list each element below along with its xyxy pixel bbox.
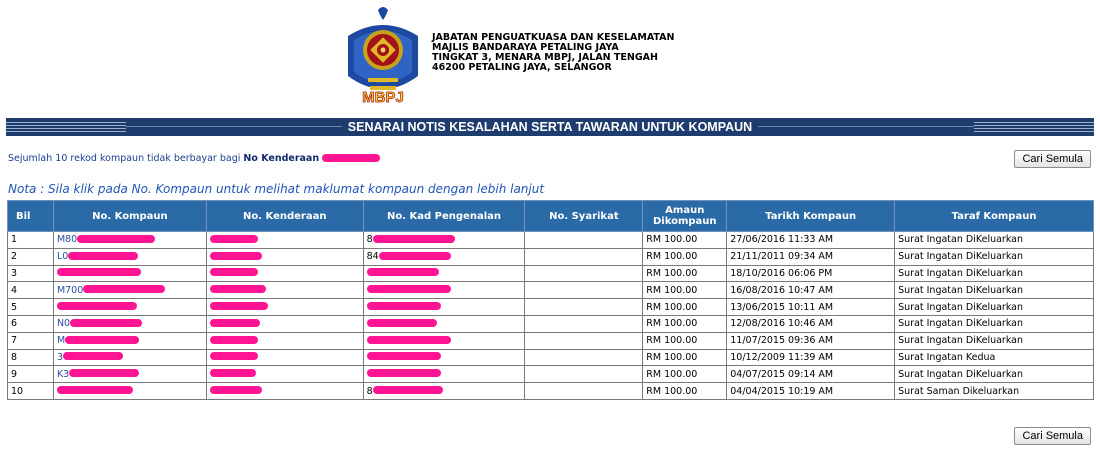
organization-address [432, 33, 674, 73]
cell-tarikh [727, 315, 895, 332]
cell-no-kompaun-text[interactable]: M [56, 335, 66, 347]
cell-amaun [643, 248, 727, 265]
summary-text: Sejumlah 10 rekod kompaun tidak berbayar bagi [8, 153, 241, 164]
logo-label: MBPJ [362, 89, 404, 104]
cell-amaun-text: RM 100.00 [646, 351, 698, 363]
redaction-mark [367, 336, 451, 344]
redaction-mark [57, 386, 133, 394]
cell-amaun [643, 299, 727, 316]
cell-no-kad [363, 265, 525, 282]
vehicle-label: No Kenderaan [243, 153, 320, 164]
table-row [8, 332, 1094, 349]
cell-bil-text: 9 [11, 368, 18, 380]
mbpj-logo-icon [340, 6, 426, 104]
col-header-no-kenderaan: No. Kenderaan [206, 201, 363, 232]
cell-amaun-text: RM 100.00 [646, 234, 698, 246]
cell-amaun-text: RM 100.00 [646, 267, 698, 279]
cell-amaun-text: RM 100.00 [646, 335, 698, 347]
redaction-mark [68, 252, 138, 260]
cell-no-kompaun[interactable] [53, 315, 206, 332]
redaction-mark [322, 154, 380, 162]
col-header-no-syarikat: No. Syarikat [525, 201, 643, 232]
cell-taraf [895, 366, 1094, 383]
search-again-button-bottom[interactable]: Cari Semula [1014, 427, 1091, 445]
cell-bil-text: 3 [11, 267, 18, 279]
cell-taraf [895, 383, 1094, 400]
page-title: SENARAI NOTIS KESALAHAN SERTA TAWARAN UNTUK KOMPAUN [342, 120, 758, 134]
cell-tarikh-text: 04/04/2015 10:19 AM [730, 385, 834, 397]
redaction-mark [69, 369, 139, 377]
cell-no-kompaun[interactable] [53, 232, 206, 249]
cell-taraf [895, 232, 1094, 249]
cell-no-syarikat [525, 282, 643, 299]
redaction-mark [210, 319, 260, 327]
cell-taraf-text: Surat Ingatan DiKeluarkan [898, 234, 1024, 246]
cell-tarikh [727, 332, 895, 349]
redaction-mark [210, 302, 268, 310]
cell-bil [8, 332, 54, 349]
cell-amaun-text: RM 100.00 [646, 385, 698, 397]
cell-amaun-text: RM 100.00 [646, 284, 698, 296]
cell-no-kad [363, 349, 525, 366]
cell-tarikh [727, 282, 895, 299]
table-row [8, 265, 1094, 282]
cell-bil [8, 315, 54, 332]
org-line-4: 46200 PETALING JAYA, SELANGOR [432, 62, 612, 73]
redaction-mark [367, 369, 441, 377]
compound-table [7, 200, 1094, 400]
cell-amaun [643, 349, 727, 366]
redaction-mark [373, 386, 443, 394]
org-line-1: JABATAN PENGUATKUASA DAN KESELAMATAN [432, 32, 675, 43]
cell-bil [8, 299, 54, 316]
cell-no-kenderaan [206, 299, 363, 316]
title-banner [6, 118, 1094, 136]
redaction-mark [63, 352, 123, 360]
cell-no-kompaun-text[interactable]: M80 [56, 234, 78, 246]
cell-tarikh [727, 232, 895, 249]
cell-no-kad [363, 299, 525, 316]
cell-taraf-text: Surat Ingatan Kedua [898, 351, 996, 363]
cell-no-kad [363, 248, 525, 265]
cell-bil [8, 366, 54, 383]
record-summary [8, 153, 380, 164]
redaction-mark [210, 285, 266, 293]
cell-amaun [643, 232, 727, 249]
cell-no-syarikat [525, 232, 643, 249]
col-header-no-kompaun: No. Kompaun [53, 201, 206, 232]
cell-bil-text: 2 [11, 251, 18, 263]
cell-amaun [643, 332, 727, 349]
cell-taraf-text: Surat Ingatan DiKeluarkan [898, 267, 1024, 279]
cell-no-syarikat [525, 332, 643, 349]
cell-tarikh-text: 11/07/2015 09:36 AM [730, 335, 834, 347]
redaction-mark [367, 285, 451, 293]
cell-bil-text: 10 [11, 385, 24, 397]
org-line-3: TINGKAT 3, MENARA MBPJ, JALAN TENGAH [432, 52, 658, 63]
cell-no-kenderaan [206, 366, 363, 383]
cell-no-syarikat [525, 265, 643, 282]
table-row [8, 232, 1094, 249]
cell-no-kenderaan [206, 332, 363, 349]
redaction-mark [65, 336, 139, 344]
cell-taraf-text: Surat Ingatan DiKeluarkan [898, 301, 1024, 313]
cell-no-kenderaan [206, 232, 363, 249]
cell-bil-text: 1 [11, 234, 18, 246]
cell-no-kompaun[interactable] [53, 265, 206, 282]
cell-no-syarikat [525, 248, 643, 265]
cell-tarikh [727, 366, 895, 383]
cell-tarikh [727, 265, 895, 282]
table-row [8, 282, 1094, 299]
cell-no-kompaun[interactable] [53, 349, 206, 366]
table-row [8, 383, 1094, 400]
cell-bil [8, 383, 54, 400]
cell-no-kompaun[interactable] [53, 383, 206, 400]
redaction-mark [70, 319, 142, 327]
cell-amaun-text: RM 100.00 [646, 318, 698, 330]
cell-taraf [895, 315, 1094, 332]
cell-no-kenderaan [206, 383, 363, 400]
cell-tarikh-text: 18/10/2016 06:06 PM [730, 267, 833, 279]
cell-no-syarikat [525, 315, 643, 332]
cell-no-kad [363, 366, 525, 383]
cell-bil [8, 349, 54, 366]
cell-no-syarikat [525, 383, 643, 400]
cell-tarikh-text: 10/12/2009 11:39 AM [730, 351, 834, 363]
cell-no-kompaun-text[interactable]: L0 [56, 251, 69, 263]
col-header-bil: Bil [8, 201, 54, 232]
col-header-tarikh: Tarikh Kompaun [727, 201, 895, 232]
cell-taraf [895, 332, 1094, 349]
cell-no-syarikat [525, 299, 643, 316]
cell-no-kenderaan [206, 248, 363, 265]
cell-tarikh-text: 12/08/2016 10:46 AM [730, 318, 834, 330]
cell-no-kad-text: 8 [366, 234, 373, 246]
cell-bil-text: 6 [11, 318, 18, 330]
redaction-mark [210, 352, 258, 360]
table-row [8, 248, 1094, 265]
cell-tarikh-text: 04/07/2015 09:14 AM [730, 368, 834, 380]
cell-amaun-text: RM 100.00 [646, 301, 698, 313]
cell-no-kompaun-text[interactable]: K3 [56, 368, 70, 380]
redaction-mark [379, 252, 451, 260]
cell-amaun [643, 265, 727, 282]
table-row [8, 299, 1094, 316]
redaction-mark [57, 302, 137, 310]
cell-bil [8, 232, 54, 249]
cell-taraf-text: Surat Ingatan DiKeluarkan [898, 251, 1024, 263]
cell-amaun-text: RM 100.00 [646, 251, 698, 263]
redaction-mark [210, 252, 262, 260]
redaction-mark [367, 319, 437, 327]
redaction-mark [210, 369, 256, 377]
cell-no-syarikat [525, 349, 643, 366]
redaction-mark [373, 235, 455, 243]
redaction-mark [210, 386, 262, 394]
cell-bil [8, 248, 54, 265]
cell-no-kompaun[interactable] [53, 282, 206, 299]
col-header-no-kad: No. Kad Pengenalan [363, 201, 525, 232]
cell-tarikh [727, 349, 895, 366]
cell-no-kompaun[interactable] [53, 248, 206, 265]
col-header-amaun: Amaun Dikompaun [643, 201, 727, 232]
redaction-mark [210, 268, 258, 276]
cell-amaun [643, 383, 727, 400]
page-header [0, 0, 1100, 110]
cell-taraf [895, 265, 1094, 282]
cell-taraf-text: Surat Saman Dikeluarkan [898, 385, 1020, 397]
cell-tarikh-text: 13/06/2015 10:11 AM [730, 301, 834, 313]
cell-bil-text: 8 [11, 351, 18, 363]
table-row [8, 349, 1094, 366]
cell-tarikh-text: 16/08/2016 10:47 AM [730, 284, 834, 296]
cell-no-syarikat [525, 366, 643, 383]
cell-no-kad-text: 8 [366, 385, 373, 397]
table-row [8, 366, 1094, 383]
cell-bil-text: 7 [11, 335, 18, 347]
search-again-button-top[interactable]: Cari Semula [1014, 150, 1091, 168]
instruction-note: Nota : Sila klik pada No. Kompaun untuk melihat maklumat kompaun dengan lebih lanjut [8, 182, 545, 196]
org-line-2: MAJLIS BANDARAYA PETALING JAYA [432, 42, 619, 53]
redaction-mark [210, 336, 258, 344]
cell-amaun-text: RM 100.00 [646, 368, 698, 380]
cell-no-kad-text: 84 [366, 251, 379, 263]
cell-bil [8, 265, 54, 282]
redaction-mark [83, 285, 165, 293]
table-body [8, 232, 1094, 400]
cell-taraf [895, 349, 1094, 366]
cell-bil-text: 5 [11, 301, 18, 313]
cell-taraf [895, 248, 1094, 265]
cell-no-kenderaan [206, 315, 363, 332]
redaction-mark [57, 268, 141, 276]
cell-no-kad [363, 282, 525, 299]
cell-bil [8, 282, 54, 299]
cell-no-kompaun[interactable] [53, 299, 206, 316]
cell-no-kompaun-text[interactable]: N0 [56, 318, 71, 330]
redaction-mark [367, 352, 441, 360]
cell-no-kad [363, 315, 525, 332]
redaction-mark [367, 302, 441, 310]
cell-no-kad [363, 383, 525, 400]
cell-taraf [895, 282, 1094, 299]
cell-tarikh-text: 27/06/2016 11:33 AM [730, 234, 834, 246]
cell-no-kompaun[interactable] [53, 332, 206, 349]
table-header-row [8, 201, 1094, 232]
table-row [8, 315, 1094, 332]
cell-taraf-text: Surat Ingatan DiKeluarkan [898, 335, 1024, 347]
redaction-mark [367, 268, 439, 276]
cell-taraf-text: Surat Ingatan DiKeluarkan [898, 284, 1024, 296]
cell-no-kompaun[interactable] [53, 366, 206, 383]
cell-no-kompaun-text[interactable]: 3 [56, 351, 63, 363]
cell-no-kenderaan [206, 282, 363, 299]
cell-no-kad [363, 332, 525, 349]
cell-no-kompaun-text[interactable]: M700 [56, 284, 84, 296]
cell-amaun [643, 366, 727, 383]
cell-no-kad [363, 232, 525, 249]
cell-tarikh [727, 248, 895, 265]
cell-taraf-text: Surat Ingatan DiKeluarkan [898, 368, 1024, 380]
cell-bil-text: 4 [11, 284, 18, 296]
redaction-mark [77, 235, 155, 243]
cell-no-kenderaan [206, 265, 363, 282]
cell-no-kenderaan [206, 349, 363, 366]
redaction-mark [210, 235, 258, 243]
cell-tarikh-text: 21/11/2011 09:34 AM [730, 251, 834, 263]
cell-taraf-text: Surat Ingatan DiKeluarkan [898, 318, 1024, 330]
cell-taraf [895, 299, 1094, 316]
cell-tarikh [727, 299, 895, 316]
cell-tarikh [727, 383, 895, 400]
cell-amaun [643, 282, 727, 299]
cell-amaun [643, 315, 727, 332]
col-header-taraf: Taraf Kompaun [895, 201, 1094, 232]
